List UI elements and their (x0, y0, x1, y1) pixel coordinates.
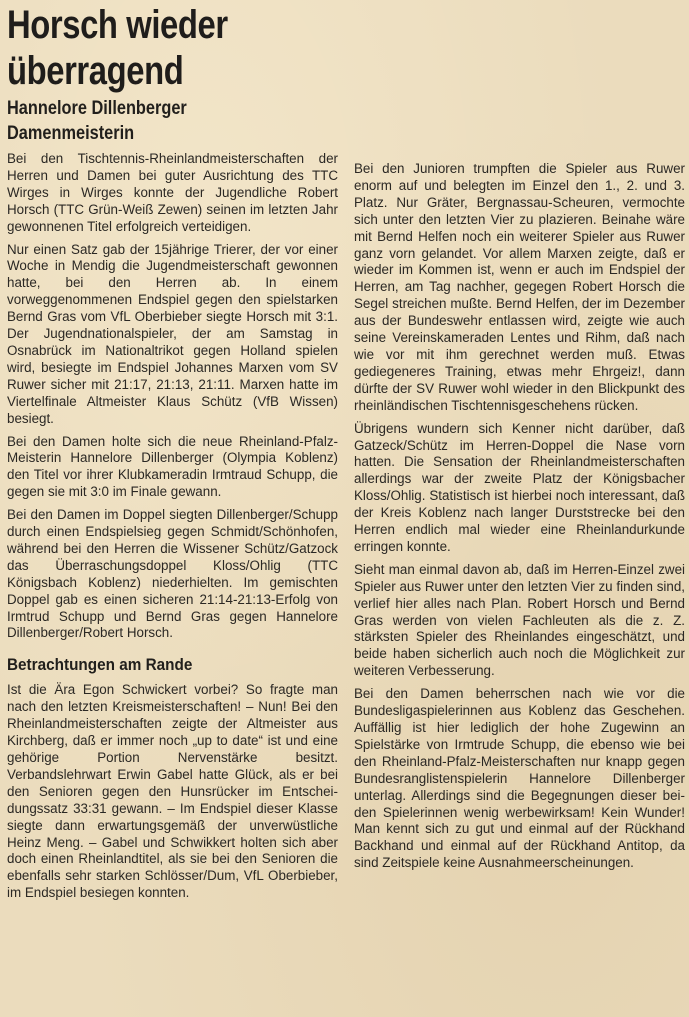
right-column (354, 161, 685, 878)
section-heading: Betrachtungen am Rande (7, 655, 193, 675)
headline-line-1: Horsch wieder (7, 3, 228, 47)
paragraph: Bei den Damen im Doppel siegten Dillenberger/Schupp durch einen Endspielsieg gegen Schmidt/Schönhofen, während bei den Herren die Wissener Schütz/Gatzock das Überraschungsdoppel Kloss/Ohlig (TTC Königsbach Koblenz) niederhielten. Im gemischten Doppel gab es einen sicheren 21:14-21:13-Erfolg von Irmtrud Schupp und Bernd Gras gegen Hannelore Dillenberger/Robert Horsch. (7, 507, 338, 641)
paragraph: Bei den Damen beherrschen nach wie vor die Bundesligaspielerinnen aus Koblenz das Geschehen. Auffällig ist hier lediglich der hohe Zugewinn an Spielstärke von Irmtrude Schupp, die ebenso wie bei den Rheinland-Pfalz-Meisterschaften nur knapp gegen Bundesranglistenspielerin Hannelore Dillenberger unterlag. Allerdings sind die Begegnungen dieser beiden Spielerinnen wenig werbewirksam! Kein Wunder! Man kennt sich zu gut und einmal auf der Rückhand Backhand und einmal auf der Rückhand Antitop, da sind Zeitspiele keine Ausnahmeerscheinungen. (354, 686, 685, 871)
subhead-line-2: Damenmeisterin (7, 123, 135, 144)
left-column (7, 151, 338, 908)
paragraph: Übrigens wundern sich Kenner nicht darüber, daß Gatzeck/Schütz im Herren-Doppel die Nase vorn hatten. Die Sensation der Rheinlandmeisterschaften allerdings war der zweite Platz der Königsbacher Kloss/Ohlig. Statistisch ist hierbei noch interessant, daß der Kreis Koblenz nach langer Durststrecke bei den Herren endlich mal wieder eine Rheinlandurkunde erringen konnte. (354, 420, 685, 554)
paragraph: Bei den Junioren trumpften die Spieler aus Ruwer enorm auf und belegten im Einzel den 1., 2. und 3. Platz. Nur Gräter, Bergnassau-Scheuren, vermochte sich unter den letzten Vier zu plazieren. Beinahe wäre mit Bernd Helfen noch ein weiterer Spieler aus Ruwer ganz vorn gelandet. Vor allem Marxen zeigte, daß er wieder im Kommen ist, wenn er auch im Endspiel der Herren, am Tag nachher, gegegen Robert Horsch die Segel streichen mußte. Bernd Helfen, der im Dezember aus der Bundeswehr entlassen wird, zeigte wie auch seine Vereinskameraden Lentes und Rihm, daß nach wie vor mit ihm gerechnet werden muß. Etwas gediegeneres Training, etwas mehr Ehrgeiz!, dann dürfte der SV Ruwer wohl wieder in den Blickpunkt des rheinländischen Tischtennisgeschehens rücken. (354, 161, 685, 413)
paragraph: Bei den Tischtennis-Rheinlandmeisterschaften der Herren und Damen bei guter Ausrichtung des TTC Wirges in Wirges konnte der Jugendliche Robert Horsch (TTC Grün-Weiß Zewen) seinen im letzten Jahr gewonnenen Titel erfolgreich verteidigen. (7, 151, 338, 234)
paragraph: Nur einen Satz gab der 15jährige Trierer, der vor einer Woche in Mendig die Jugendmeisterschaft gewonnen hatte, bei den Herren ab. In einem vorweggenommenen Endspiel gegen den spielstarken Bernd Gras vom VfL Oberbieber siegte Horsch mit 3:1. Der Jugendnationalspieler, der am Samstag in Osnabrück im Nationaltrikot gegen Holland spielen wird, besiegte im Endspiel Johannes Marxen vom SV Ruwer sicher mit 21:17, 21:13, 21:11. Marxen hatte im Viertelfinale Altmeister Klaus Schütz (VfB Wissen) besiegt. (7, 241, 338, 426)
headline-line-2: überragend (7, 49, 184, 93)
paragraph: Bei den Damen holte sich die neue Rheinland-Pfalz-Meisterin Hannelore Dillenberger (Olympia Koblenz) den Titel vor ihrer Klubkameradin Irmtraud Schupp, die gegen sie mit 3:0 im Finale gewann. (7, 433, 338, 500)
paragraph: Ist die Ära Egon Schwickert vorbei? So fragte man nach den letzten Kreismeisterschaften! – Nun! Bei den Rheinlandmeisterschaften zeigte der Altmeister aus Kirchberg, daß er immer noch „up to date“ ist und eine gehörige Portion Nervenstärke besitzt. Verbandslehrwart Erwin Gabel hatte Glück, als er bei den Senioren gegen den Hunsrücker im Entscheidungssatz 33:31 gewann. – Im Endspiel dieser Klasse siegte dann erwartungsgemäß der unverwüstliche Heinz Meng. – Gabel und Schwikkert holten sich aber doch einen Rheinlandtitel, als sie bei den Senioren die ebenfalls sehr starken Schlösser/Dum, VfL Oberbieber, im Endspiel besiegen konnten. (7, 682, 338, 901)
subhead-line-1: Hannelore Dillenberger (7, 98, 187, 119)
paragraph: Sieht man einmal davon ab, daß im Herren-Einzel zwei Spieler aus Ruwer unter den letzten Vier zu finden sind, verlief hier alles nach Plan. Robert Horsch und Bernd Gras werden von vielen Fachleuten als die z. Z. stärksten Spieler des Rheinlandes eingeschätzt, und beide haben sicherlich auch noch die Möglichkeit zur weiteren Verbesserung. (354, 561, 685, 679)
article-subheadline (7, 96, 187, 146)
article-headline (7, 2, 278, 94)
